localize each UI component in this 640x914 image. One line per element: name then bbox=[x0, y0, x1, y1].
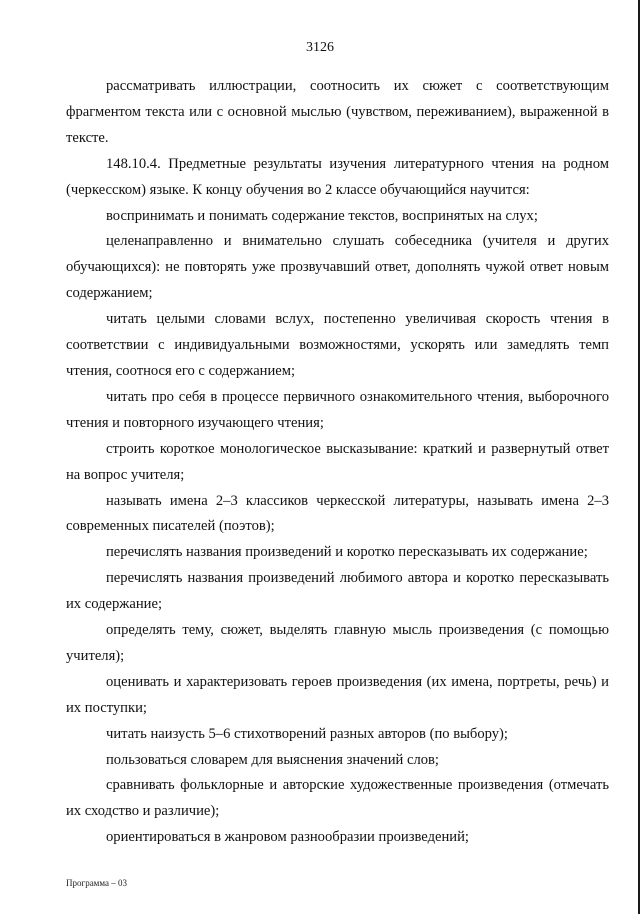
paragraph: перечислять названия произведений любимого автора и коротко пересказывать их содержание; bbox=[66, 570, 609, 613]
paragraph: определять тему, сюжет, выделять главную мысль произведения (с помощью учителя); bbox=[66, 622, 609, 664]
paragraph: рассматривать иллюстрации, соотносить их сюжет с соответствующим фрагментом текста или с основной мыслью (чувством, переживанием), выраженной в тексте. bbox=[66, 78, 609, 146]
paragraph: пользоваться словарем для выяснения значений слов; bbox=[106, 751, 439, 768]
paragraph: 148.10.4. Предметные результаты изучения литературного чтения на родном (черкесском) языке. К концу обучения во 2 классе обучающийся научится: bbox=[66, 155, 609, 198]
paragraph: читать целыми словами вслух, постепенно увеличивая скорость чтения в соответствии с индивидуальными возможностями, ускорять или замедлять темп чтения, соотнося его с содержанием; bbox=[66, 311, 609, 379]
paragraph: читать про себя в процессе первичного ознакомительного чтения, выборочного чтения и повторного изучающего чтения; bbox=[66, 388, 609, 431]
paragraph: ориентироваться в жанровом разнообразии произведений; bbox=[106, 829, 469, 846]
paragraph: строить короткое монологическое высказывание: краткий и развернутый ответ на вопрос учителя; bbox=[66, 440, 609, 483]
page-number: 3126 bbox=[306, 40, 334, 55]
paragraph: сравнивать фольклорные и авторские художественные произведения (отмечать их сходство и различие); bbox=[66, 777, 609, 820]
paragraph: называть имена 2–3 классиков черкесской литературы, называть имена 2–3 современных писателей (поэтов); bbox=[66, 492, 609, 535]
footer-label: Программа – 03 bbox=[66, 878, 128, 888]
body-text bbox=[66, 74, 609, 851]
paragraph: целенаправленно и внимательно слушать собеседника (учителя и других обучающихся): не повторять уже прозвучавший ответ, дополнять чужой ответ новым содержанием; bbox=[66, 233, 609, 302]
paragraph: перечислять названия произведений и коротко пересказывать их содержание; bbox=[106, 544, 588, 561]
paragraph: воспринимать и понимать содержание текстов, воспринятых на слух; bbox=[106, 207, 538, 224]
paragraph: оценивать и характеризовать героев произведения (их имена, портреты, речь) и их поступки; bbox=[66, 673, 609, 716]
paragraph: читать наизусть 5–6 стихотворений разных авторов (по выбору); bbox=[106, 725, 508, 742]
